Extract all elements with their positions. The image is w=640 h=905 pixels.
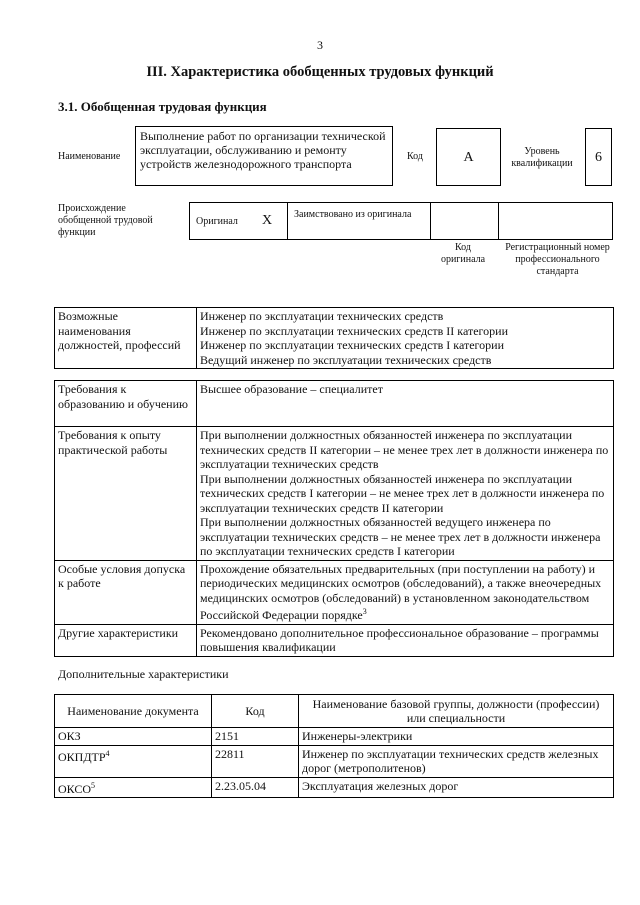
group-cell: Инженер по эксплуатации технических средств железных дорог (метрополитенов): [299, 745, 614, 777]
footnote-ref: 5: [91, 780, 96, 790]
position-item: Инженер по эксплуатации технических средств II категории: [200, 323, 508, 338]
origin-divider: [498, 203, 499, 239]
code-cell: 2151: [212, 728, 299, 746]
req-line: При выполнении должностных обязанностей ведущего инженера по эксплуатации технических средств – не менее трех лет в должности инженера по эксплуатации технических средств I категории: [200, 515, 601, 558]
req-line: При выполнении должностных обязанностей инженера по эксплуатации технических средств II категории – не менее трех лет в должности инженера по эксплуатации технических средств: [200, 428, 609, 471]
doc-cell: [55, 777, 212, 798]
column-header: Наименование базовой группы, должности (профессии) или специальности: [299, 695, 614, 728]
code-value: А: [436, 128, 501, 186]
column-header: Код: [212, 695, 299, 728]
footnote-ref: 4: [105, 748, 110, 758]
code-caption: Код оригинала: [440, 242, 486, 265]
table-row: [55, 745, 614, 777]
additional-table: [54, 694, 614, 798]
code-label: Код: [407, 151, 423, 162]
doc-name: ОКЗ: [58, 729, 81, 743]
origin-table: [189, 202, 613, 240]
position-item: Инженер по эксплуатации технических средств: [200, 309, 444, 323]
req-line: При выполнении должностных обязанностей инженера по эксплуатации технических средств I категории – не менее трех лет в должности инженера по эксплуатации технических средств II категории: [200, 471, 605, 515]
code-cell: 2.23.05.04: [212, 777, 299, 798]
section-title: III. Характеристика обобщенных трудовых функций: [146, 64, 494, 80]
name-value: Выполнение работ по организации технической эксплуатации, обслуживанию и ремонту устройств железнодорожного транспорта: [135, 126, 393, 186]
origin-divider: [430, 203, 431, 239]
column-header: Наименование документа: [55, 695, 212, 728]
position-item: Инженер по эксплуатации технических средств I категории: [200, 338, 505, 352]
table-row: [55, 728, 614, 746]
req-label: Другие характеристики: [55, 624, 197, 656]
borrowed-label: Заимствовано из оригинала: [294, 209, 412, 220]
footnote-ref: 3: [362, 607, 367, 616]
group-cell: Эксплуатация железных дорог: [299, 777, 614, 798]
req-line: Рекомендовано дополнительное профессиональное образование – программы повышения квалификации: [200, 625, 599, 654]
requirements-table: [54, 380, 614, 657]
req-label: Требования к образованию и обучению: [55, 381, 197, 427]
level-value: 6: [585, 128, 612, 186]
req-value: [197, 560, 614, 624]
level-label: Уровень квалификации: [511, 146, 573, 169]
positions-table: [54, 307, 614, 369]
original-label: Оригинал: [196, 216, 238, 227]
req-label: Особые условия допуска к работе: [55, 560, 197, 624]
table-row: [55, 777, 614, 798]
req-line: Высшее образование – специалитет: [200, 382, 383, 396]
code-cell: 22811: [212, 745, 299, 777]
doc-name: ОКПДТР: [58, 749, 106, 764]
original-mark: Х: [262, 213, 273, 228]
req-value: [197, 427, 614, 561]
doc-name: ОКСО: [58, 781, 92, 796]
doc-cell: [55, 728, 212, 746]
position-item: Ведущий инженер по эксплуатации технических средств: [200, 352, 492, 367]
positions-label: Возможные наименования должностей, профессий: [55, 308, 197, 369]
additional-heading: Дополнительные характеристики: [58, 667, 229, 681]
req-line: Прохождение обязательных предварительных (при поступлении на работу) и периодических медицинских осмотров (обследований), а также внеочередных медицинских осмотров (обследований) в установленном законодательством Российской Федерации порядке: [200, 561, 602, 622]
name-label: Наименование: [58, 151, 121, 162]
req-value: [197, 381, 614, 427]
page-number: 3: [317, 38, 323, 52]
origin-label: Происхождение обобщенной трудовой функции: [58, 203, 153, 238]
req-value: [197, 624, 614, 656]
doc-cell: [55, 745, 212, 777]
origin-divider: [287, 203, 288, 239]
reg-caption: Регистрационный номер профессионального стандарта: [505, 242, 610, 277]
req-label: Требования к опыту практической работы: [55, 427, 197, 561]
positions-list: [197, 308, 614, 369]
subsection-title: 3.1. Обобщенная трудовая функция: [58, 99, 267, 114]
group-cell: Инженеры-электрики: [299, 728, 614, 746]
